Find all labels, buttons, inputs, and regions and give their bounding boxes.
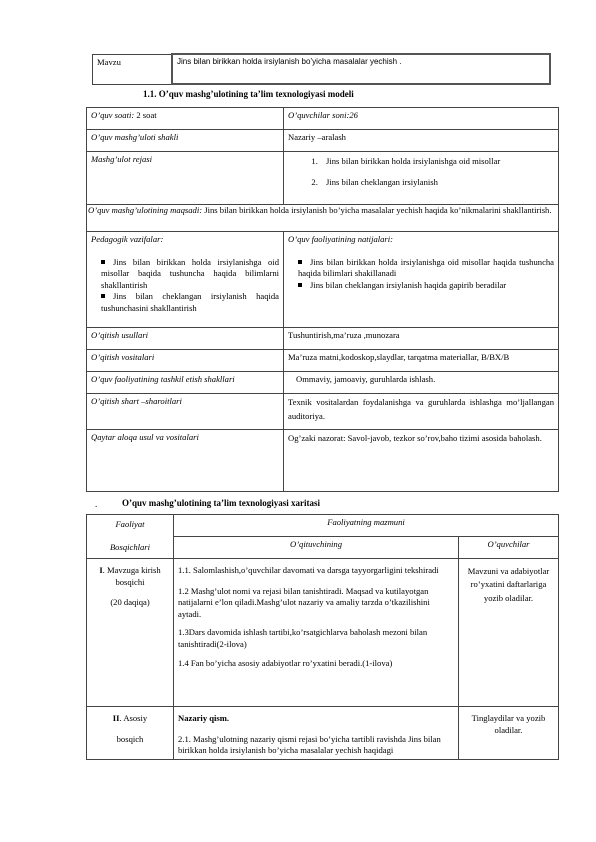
task-item: Jins bilan birikkan holda irsiylanishga oid misollar baqida tushuncha haqida bilimlarni shakllantirish (101, 256, 279, 290)
orgforms-value: Ommaviy, jamoaviy, guruhlarda ishlash. (284, 372, 559, 394)
result-item: Jins bilan birikkan holda irsiylanishga oid misollar haqida tushuncha haqida bilimlari shakillanadi (298, 256, 554, 279)
plan-item: 2. Jins bilan cheklangan irsiylanish (320, 177, 554, 189)
stage2-teacher: Nazariy qism. 2.1. Mashg’ulotning nazariy qismi rejasi bo’yicha tartibli ravishda Jins bilan birikkan holda irsiylanish bo’yicha masalalar yechish haqidagi (174, 707, 459, 760)
map-bullet: . (95, 499, 98, 509)
stage1-cell: I. Mavzuga kirish bosqichi (20 daqiqa) (87, 559, 174, 707)
topic-value: Jins bilan birikkan holda irsiylanish bo’yicha masalalar yechish . (172, 54, 550, 84)
model-table (86, 107, 559, 492)
stage2-cell: II. Asosiy bosqich (87, 707, 174, 760)
tasks-cell: Pedagogik vazifalar: Jins bilan birikkan holda irsiylanishga oid misollar baqida tushuncha haqida bilimlarni shakllantirish Jins bilan cheklangan irsiylanish haqida tushunchasini shakllantirish (87, 232, 284, 328)
feedback-value: Og’zaki nazorat: Savol-javob, tezkor so’rov,baho tizimi asosida baholash. (284, 430, 559, 492)
stage2-students: Tinglaydilar va yozib oladilar. (459, 707, 559, 760)
map-heading: O’quv mashg’ulotining ta’lim texnologiyasi xaritasi (122, 498, 321, 508)
hours-cell: O’quv soati: 2 soat (87, 108, 284, 130)
students-cell: O’quvchilar soni:26 (284, 108, 559, 130)
form-value: Nazariy –aralash (284, 130, 559, 152)
stage-header: Faoliyat Bosqichlari (87, 515, 174, 559)
stage1-teacher: 1.1. Salomlashish,o’quvchilar davomati va darsga tayyorgarligini tekshiradi 1.2 Mashg’ulot nomi va rejasi bilan tanishtiradi. Maqsad va kutilayotgan natijalarni e’lon qiladi.Mashg’ulot nazariy va amaliy tarzda o’tkazilishini aytadi. 1.3Dars davomida ishlash tartibi,ko’rsatgichlarva baholash mezoni bilan tanishtiradi(2-ilova) 1.4 Fan bo’yicha asosiy adabiyotlar ro’yxatini beradi.(1-ilova) (174, 559, 459, 707)
topic-table (92, 53, 551, 85)
plan-label: Mashg’ulot rejasi (87, 152, 284, 205)
methods-value: Tushuntirish,ma’ruza ,munozara (284, 328, 559, 350)
orgforms-label: O’quv faoliyatining tashkil etish shakllari (87, 372, 284, 394)
plan-item: 1. Jins bilan birikkan holda irsiylanishga oid misollar (320, 156, 554, 168)
tools-label: O’qitish vositalari (87, 350, 284, 372)
students-header: O’quvchilar (459, 537, 559, 559)
model-heading: 1.1. O’quv mashg’ulotining ta’lim texnologiyasi modeli (143, 89, 354, 99)
map-table (86, 514, 559, 760)
feedback-label: Qaytar aloqa usul va vositalari (87, 430, 284, 492)
form-label: O’quv mashg’uloti shakli (87, 130, 284, 152)
topic-label: Mavzu (93, 54, 173, 84)
tools-value: Ma’ruza matni,kodoskop,slaydlar, tarqatma materiallar, B/BX/B (284, 350, 559, 372)
result-item: Jins bilan cheklangan irsiylanish haqida gapirib beradilar (298, 280, 554, 292)
goal-cell: O’quv mashg’ulotining maqsadi: Jins bilan birikkan holda irsiylanish bo’yicha masalalar yechish haqida ko’nikmalarini shakllantirish. (87, 205, 559, 232)
content-header: Faoliyatning mazmuni (174, 515, 559, 537)
results-cell: O’quv faoliyatining natijalari: Jins bilan birikkan holda irsiylanishga oid misollar haqida tushuncha haqida bilimlari shakillanadi Jins bilan cheklangan irsiylanish haqida gapirib beradilar (284, 232, 559, 328)
task-item: Jins bilan cheklangan irsiylanish haqida tushunchasini shakllantirish (101, 291, 279, 313)
methods-label: O’qitish usullari (87, 328, 284, 350)
teacher-header: O’qituvchining (174, 537, 459, 559)
conditions-value: Texnik vositalardan foydalanishga va guruhlarda ishlashga mo’ljallangan auditoriya. (284, 394, 559, 430)
stage1-students: Mavzuni va adabiyotlar ro’yxatini daftarlariga yozib oladilar. (459, 559, 559, 707)
plan-list (284, 152, 559, 205)
conditions-label: O’qitish shart –sharoitlari (87, 394, 284, 430)
